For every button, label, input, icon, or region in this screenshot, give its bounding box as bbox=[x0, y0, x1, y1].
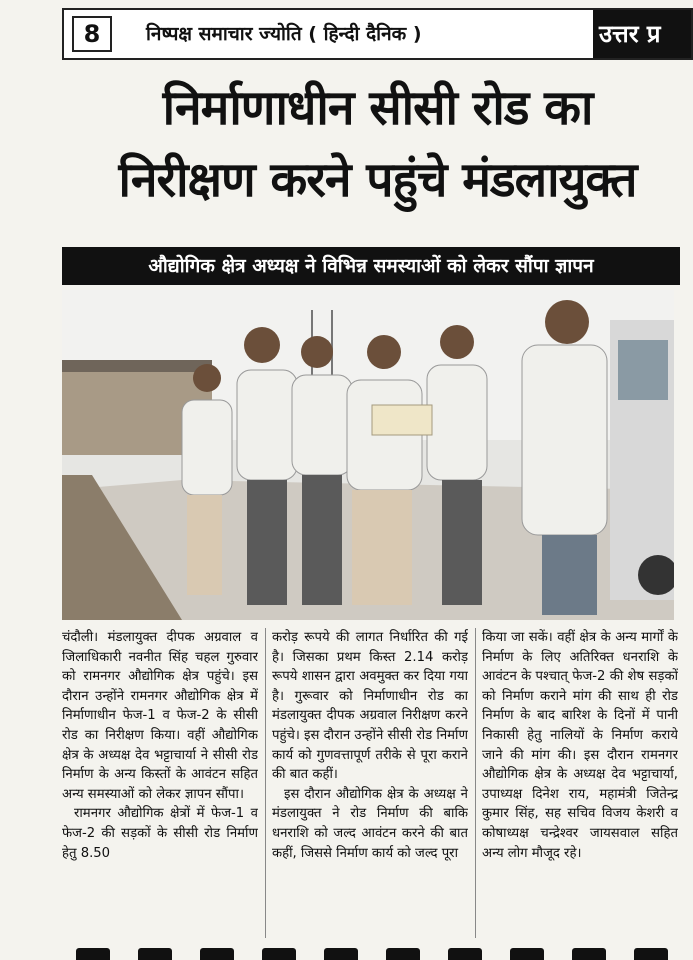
headline-line-1: निर्माणाधीन सीसी रोड का bbox=[162, 80, 593, 136]
subheadline: औद्योगिक क्षेत्र अध्यक्ष ने विभिन्न समस्याओं को लेकर सौंपा ज्ञापन bbox=[62, 247, 680, 285]
inspection-photo-illustration bbox=[62, 290, 674, 620]
news-photo bbox=[62, 290, 674, 620]
column-2-paragraph-2: इस दौरान औद्योगिक क्षेत्र के अध्यक्ष ने मंडलायुक्त ने रोड निर्माण की बाकि धनराशि को जल्द आवंटन करने की बात कहीं, जिससे निर्माण कार्य को जल्द पूरा bbox=[272, 786, 468, 861]
column-3-paragraph-1: किया जा सकें। वहीं क्षेत्र के अन्य मार्गों के निर्माण के लिए अतिरिक्त धनराशि के आवंटन के पश्चात् फेज-2 की शेष सड़कों को निर्माण कराने मांग की साथ ही रोड निर्माण के बाद बारिश के दिनों में पानी निकासी हेतु नालियों के निर्माण कराये जाने की मांग की। इस दौरान रामनगर औद्योगिक क्षेत्र के अध्यक्ष देव भट्टाचार्या, उपाध्यक्ष दिनेश राय, महामंत्री जितेन्द्र कुमार सिंह, सह सचिव विजय केशरी व कोषाध्यक्ष चन्द्रेश्वर जायसवाल सहित अन्य लोग मौजूद रहे। bbox=[482, 630, 678, 861]
edition-tag: उत्तर प्र bbox=[593, 10, 691, 58]
column-1-paragraph-2: रामनगर औद्योगिक क्षेत्रों में फेज-1 व फेज-2 की सड़कों के सीसी रोड निर्माण हेतु 8.50 bbox=[62, 806, 258, 861]
page-number: 8 bbox=[72, 16, 112, 52]
column-divider bbox=[475, 628, 476, 938]
article-column-1 bbox=[62, 628, 258, 938]
headline-line-2: निरीक्षण करने पहुंचे मंडलायुक्त bbox=[118, 152, 637, 208]
article-column-3 bbox=[482, 628, 678, 938]
next-headline-cropped bbox=[62, 936, 693, 960]
column-2-paragraph-1: करोड़ रूपये की लागत निर्धारित की गई है। जिसका प्रथम किस्त 2.14 करोड़ रूपये शासन द्वारा अवमुक्त कर दिया गया है। गुरूवार को निर्माणाधीन रोड का मंडलायुक्त दीपक अग्रवाल निरीक्षण करने पहुंचे। इस दौरान उन्होंने सीसी रोड निर्माण कार्य को गुणवत्तापूर्ण तरीके से पूरा कराने की बात कहीं। bbox=[272, 630, 468, 783]
article-column-2 bbox=[272, 628, 468, 938]
column-divider bbox=[265, 628, 266, 938]
newspaper-name: निष्पक्ष समाचार ज्योति ( हिन्दी दैनिक ) bbox=[146, 23, 422, 45]
masthead bbox=[62, 8, 693, 60]
column-1-paragraph-1: चंदौली। मंडलायुक्त दीपक अग्रवाल व जिलाधिकारी नवनीत सिंह चहल गुरुवार को रामनगर औद्योगिक क्षेत्र पहुंचे। इस दौरान उन्होंने रामनगर औद्योगिक क्षेत्र में निर्माणाधीन फेज-1 व फेज-2 के सीसी रोड का निरीक्षण किया। वहीं औद्योगिक क्षेत्र के अध्यक्ष देव भट्टाचार्या ने सीसी रोड निर्माण के अन्य किस्तों के आवंटन सहित अन्य समस्याओं को लेकर ज्ञापन सौंपा। bbox=[62, 630, 258, 802]
